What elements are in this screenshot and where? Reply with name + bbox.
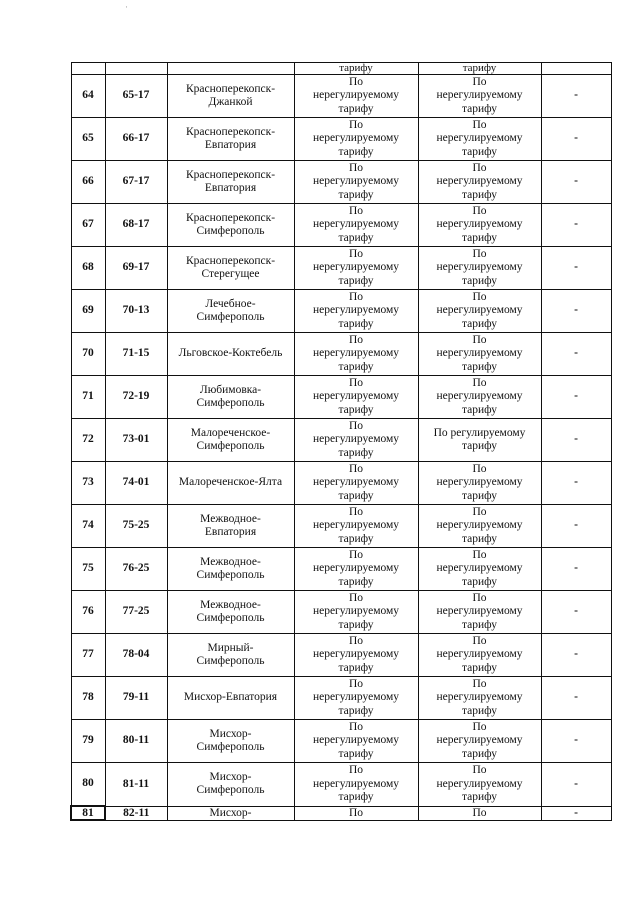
route-name-line: Красноперекопск-	[185, 82, 276, 95]
route-name	[167, 204, 294, 247]
route-name-line: Симферополь	[196, 225, 265, 237]
route-code: 66-17	[105, 118, 167, 161]
table-row	[71, 376, 611, 419]
route-code: 78-04	[105, 634, 167, 677]
tariff-cell-line: нерегулируемому	[312, 476, 400, 489]
route-name-line: Симферополь	[196, 569, 265, 581]
route-code: 65-17	[105, 75, 167, 118]
row-number: 68	[71, 247, 105, 290]
tariff-cell	[294, 75, 418, 118]
tariff-cell-line: нерегулируемому	[436, 347, 523, 360]
table-row-partial	[71, 806, 611, 820]
tariff-cell-line: нерегулируемому	[436, 175, 523, 188]
route-name-line: Евпатория	[204, 182, 257, 194]
route-name-line: Малореченское-Ялта	[178, 476, 283, 489]
route-name	[167, 118, 294, 161]
tariff-cell-line: нерегулируемому	[312, 519, 400, 532]
tariff-cell-line: По	[472, 764, 487, 776]
route-name	[167, 161, 294, 204]
tariff-cell-line: По	[472, 333, 487, 346]
route-name-line: Симферополь	[196, 784, 265, 797]
route-name-line: Евпатория	[204, 139, 257, 151]
route-name-line: Межводное-	[200, 598, 261, 611]
tariff-cell	[418, 290, 541, 333]
tariff-cell-line: нерегулируемому	[312, 347, 400, 360]
note-cell: -	[541, 75, 611, 118]
tariff-cell-line: тарифу	[461, 274, 498, 287]
tariff-cell-line: нерегулируемому	[436, 218, 523, 231]
tariff-cell-line: нерегулируемому	[436, 734, 523, 747]
tariff-cell-line: нерегулируемому	[312, 691, 400, 704]
cell-empty	[167, 63, 294, 75]
tariff-cell-line: тарифу	[461, 791, 498, 803]
route-name	[167, 75, 294, 118]
table-row	[71, 118, 611, 161]
tariff-cell-line: нерегулируемому	[436, 304, 523, 317]
tariff-cell-line: По	[348, 419, 364, 432]
table-row	[71, 591, 611, 634]
tariff-cell-line: По	[472, 75, 487, 88]
tariff-cell-line: По	[348, 548, 364, 561]
tariff-cell-line: тарифу	[461, 661, 498, 674]
tariff-cell-line: По	[348, 161, 364, 174]
tariff-cell-line: тарифу	[338, 704, 374, 717]
tariff-cell: По	[294, 806, 418, 820]
note-cell: -	[541, 591, 611, 634]
tariff-cell	[418, 634, 541, 677]
tariff-cell-line: тарифу	[461, 360, 498, 373]
note-cell: -	[541, 204, 611, 247]
cell-empty	[541, 63, 611, 75]
route-name	[167, 462, 294, 505]
tariff-cell	[418, 419, 541, 462]
route-name-line: Стерегущее	[201, 268, 260, 280]
note-cell: -	[541, 677, 611, 720]
row-number: 79	[71, 720, 105, 763]
tariff-cell-line: нерегулируемому	[312, 605, 400, 618]
tariff-cell	[418, 462, 541, 505]
tariff-cell-line: По	[472, 634, 487, 647]
tariff-cell-line: тарифу	[461, 747, 498, 760]
tariff-cell-line: нерегулируемому	[312, 648, 400, 661]
route-name	[167, 505, 294, 548]
row-number: 77	[71, 634, 105, 677]
tariff-cell	[294, 763, 418, 807]
tariff-cell	[418, 505, 541, 548]
route-code: 82-11	[105, 806, 167, 820]
tariff-cell-line: По	[348, 720, 364, 733]
tariff-cell-line: По	[348, 677, 364, 690]
route-code: 73-01	[105, 419, 167, 462]
route-name-line: Симферополь	[196, 655, 265, 667]
route-name	[167, 290, 294, 333]
tariff-cell-line: тарифу	[338, 446, 374, 459]
route-code: 76-25	[105, 548, 167, 591]
row-number: 69	[71, 290, 105, 333]
note-cell: -	[541, 290, 611, 333]
row-number: 72	[71, 419, 105, 462]
tariff-cell-line: тарифу	[461, 575, 498, 588]
tariff-cell	[418, 548, 541, 591]
tariff-cell	[294, 634, 418, 677]
table-row	[71, 548, 611, 591]
table-row	[71, 505, 611, 548]
row-number: 65	[71, 118, 105, 161]
route-name-line: Мирный-	[207, 641, 254, 654]
tariff-cell	[418, 75, 541, 118]
note-cell: -	[541, 333, 611, 376]
tariff-cell-line: тарифу	[338, 317, 374, 330]
table-row	[71, 419, 611, 462]
note-cell: -	[541, 419, 611, 462]
tariff-cell-line: нерегулируемому	[436, 390, 523, 403]
tariff-cell-line: нерегулируемому	[312, 304, 400, 317]
note-cell: -	[541, 763, 611, 807]
tariff-cell-line: нерегулируемому	[436, 476, 523, 489]
row-number: 75	[71, 548, 105, 591]
route-name	[167, 247, 294, 290]
route-name-line: Лечебное-	[205, 297, 256, 310]
routes-table	[70, 62, 612, 821]
tariff-cell	[418, 333, 541, 376]
table-row	[71, 75, 611, 118]
tariff-cell-line: По	[348, 333, 364, 346]
route-name-line: Мисхор-	[209, 727, 252, 740]
route-name-line: Симферополь	[196, 741, 265, 753]
tariff-cell-line: тарифу	[338, 102, 374, 115]
tariff-cell-line: тарифу	[338, 489, 374, 502]
note-cell: -	[541, 376, 611, 419]
tariff-cell-line: нерегулируемому	[312, 261, 400, 274]
tariff-cell	[418, 720, 541, 763]
route-name-line: Симферополь	[196, 440, 265, 452]
tariff-cell	[294, 419, 418, 462]
row-number: 71	[71, 376, 105, 419]
table-row	[71, 290, 611, 333]
tariff-cell-line: По	[472, 247, 487, 260]
tariff-cell-line: тарифу	[461, 489, 498, 502]
route-name	[167, 677, 294, 720]
note-cell: -	[541, 505, 611, 548]
tariff-cell	[294, 247, 418, 290]
route-name-line: Межводное-	[200, 555, 261, 568]
note-cell: -	[541, 634, 611, 677]
tariff-cell-line: По	[472, 462, 487, 475]
route-name-line: Красноперекопск-	[185, 254, 276, 267]
tariff-cell-line: По	[348, 505, 364, 518]
tariff-cell-line: нерегулируемому	[312, 390, 400, 403]
row-number: 67	[71, 204, 105, 247]
route-name	[167, 419, 294, 462]
tariff-cell-line: По регулируемому	[433, 426, 526, 439]
route-code: 80-11	[105, 720, 167, 763]
route-name-line: Межводное-	[200, 512, 261, 525]
tariff-cell-line: тарифу	[338, 188, 374, 201]
row-number: 64	[71, 75, 105, 118]
tariff-cell-line: тарифу	[338, 145, 374, 158]
cell-tariff-continuation: тарифу	[418, 63, 541, 75]
tariff-cell-line: нерегулируемому	[312, 89, 400, 102]
tariff-cell-line: По	[472, 720, 487, 733]
tariff-cell	[294, 720, 418, 763]
tariff-cell-line: нерегулируемому	[436, 89, 523, 102]
tariff-cell-line: тарифу	[461, 231, 498, 244]
tariff-cell-line: По	[348, 204, 364, 217]
tariff-cell-line: По	[472, 591, 487, 604]
tariff-cell-line: По	[348, 634, 364, 647]
tariff-cell	[294, 548, 418, 591]
tariff-cell-line: тарифу	[461, 704, 498, 717]
route-name	[167, 763, 294, 807]
route-name-line: Малореченское-	[190, 426, 271, 439]
tariff-cell	[418, 763, 541, 807]
cell-tariff-continuation: тарифу	[294, 63, 418, 75]
row-number: 78	[71, 677, 105, 720]
tariff-cell	[294, 376, 418, 419]
tariff-cell	[294, 290, 418, 333]
note-cell: -	[541, 720, 611, 763]
tariff-cell-line: тарифу	[461, 102, 498, 115]
tariff-cell	[294, 677, 418, 720]
tariff-cell	[418, 118, 541, 161]
tariff-cell-line: тарифу	[338, 274, 374, 287]
tariff-cell-line: нерегулируемому	[436, 777, 523, 790]
tariff-cell-line: нерегулируемому	[312, 132, 400, 145]
tariff-cell-line: нерегулируемому	[312, 777, 400, 790]
scan-mark: ·	[125, 2, 128, 12]
tariff-cell	[294, 333, 418, 376]
tariff-cell-line: нерегулируемому	[436, 691, 523, 704]
route-name-line: Симферополь	[196, 397, 265, 409]
table-row	[71, 462, 611, 505]
route-name	[167, 548, 294, 591]
table-row	[71, 634, 611, 677]
route-name	[167, 333, 294, 376]
tariff-cell-line: По	[348, 75, 364, 88]
route-name-line: Симферополь	[196, 612, 265, 624]
tariff-cell	[418, 161, 541, 204]
cell-empty	[105, 63, 167, 75]
tariff-cell-line: тарифу	[338, 618, 374, 631]
route-name-line: Симферополь	[196, 311, 265, 323]
note-cell: -	[541, 462, 611, 505]
tariff-cell	[294, 462, 418, 505]
tariff-cell-line: нерегулируемому	[436, 648, 523, 661]
tariff-cell-line: тарифу	[461, 317, 498, 330]
tariff-cell	[294, 118, 418, 161]
row-number: 80	[71, 763, 105, 807]
tariff-cell-line: По	[348, 591, 364, 604]
tariff-cell	[418, 677, 541, 720]
row-number: 73	[71, 462, 105, 505]
tariff-cell-line: тарифу	[461, 618, 498, 631]
route-name-line: Джанкой	[208, 96, 253, 108]
tariff-cell-line: По	[472, 161, 487, 174]
tariff-cell-line: тарифу	[461, 145, 498, 158]
tariff-cell	[294, 161, 418, 204]
route-name-line: Красноперекопск-	[185, 125, 276, 138]
tariff-cell-line: нерегулируемому	[436, 519, 523, 532]
tariff-cell-line: По	[472, 290, 487, 303]
tariff-cell-line: нерегулируемому	[436, 261, 523, 274]
note-cell: -	[541, 118, 611, 161]
tariff-cell-line: нерегулируемому	[312, 433, 400, 446]
route-code: 68-17	[105, 204, 167, 247]
table-row	[71, 763, 611, 807]
tariff-cell-line: нерегулируемому	[312, 734, 400, 747]
route-name-line: Любимовка-	[199, 383, 262, 396]
tariff-cell-line: нерегулируемому	[436, 605, 523, 618]
route-name	[167, 634, 294, 677]
tariff-cell-line: По	[348, 376, 364, 389]
route-code: 72-19	[105, 376, 167, 419]
route-name: Мисхор-	[167, 806, 294, 820]
route-code: 70-13	[105, 290, 167, 333]
route-name-line: Льговское-Коктебель	[178, 347, 283, 360]
tariff-cell: По	[418, 806, 541, 820]
tariff-cell-line: тарифу	[338, 791, 374, 803]
note-cell: -	[541, 548, 611, 591]
route-name-line: Евпатория	[204, 526, 257, 538]
tariff-cell-line: тарифу	[338, 360, 374, 373]
tariff-cell	[294, 204, 418, 247]
table-row	[71, 247, 611, 290]
row-number: 66	[71, 161, 105, 204]
tariff-cell-line: тарифу	[338, 575, 374, 588]
route-code: 67-17	[105, 161, 167, 204]
route-name-line: Мисхор-	[209, 770, 252, 783]
tariff-cell-line: нерегулируемому	[312, 175, 400, 188]
table-row	[71, 677, 611, 720]
note-cell: -	[541, 161, 611, 204]
table-row	[71, 720, 611, 763]
tariff-cell-line: По	[472, 677, 487, 690]
table-row	[71, 204, 611, 247]
tariff-cell-line: тарифу	[338, 661, 374, 674]
tariff-cell-line: По	[472, 548, 487, 561]
tariff-cell	[418, 247, 541, 290]
tariff-cell-line: тарифу	[338, 532, 374, 545]
tariff-cell-line: По	[472, 505, 487, 518]
route-code: 74-01	[105, 462, 167, 505]
tariff-cell-line: тарифу	[338, 403, 374, 416]
tariff-cell-line: тарифу	[338, 747, 374, 760]
tariff-cell	[294, 505, 418, 548]
tariff-cell-line: тарифу	[461, 440, 498, 452]
row-number: 76	[71, 591, 105, 634]
tariff-cell-line: тарифу	[461, 532, 498, 545]
route-name-line: Красноперекопск-	[185, 211, 276, 224]
tariff-cell-line: По	[348, 764, 364, 776]
tariff-cell-line: тарифу	[461, 403, 498, 416]
route-code: 71-15	[105, 333, 167, 376]
route-code: 77-25	[105, 591, 167, 634]
route-code: 69-17	[105, 247, 167, 290]
tariff-cell	[418, 376, 541, 419]
note-cell: -	[541, 806, 611, 820]
tariff-cell-line: нерегулируемому	[312, 218, 400, 231]
tariff-cell-line: По	[348, 118, 364, 131]
tariff-cell-line: По	[348, 462, 364, 475]
tariff-cell-line: тарифу	[461, 188, 498, 201]
tariff-cell	[418, 591, 541, 634]
cell-empty	[71, 63, 105, 75]
route-name-line: Мисхор-Евпатория	[183, 691, 278, 704]
route-code: 75-25	[105, 505, 167, 548]
tariff-cell	[294, 591, 418, 634]
route-name	[167, 376, 294, 419]
tariff-cell-line: По	[348, 247, 364, 260]
tariff-cell-line: нерегулируемому	[312, 562, 400, 575]
tariff-cell-line: тарифу	[338, 231, 374, 244]
tariff-cell	[418, 204, 541, 247]
row-number: 74	[71, 505, 105, 548]
tariff-cell-line: По	[348, 290, 364, 303]
route-name	[167, 720, 294, 763]
tariff-cell-line: По	[472, 376, 487, 389]
tariff-cell-line: нерегулируемому	[436, 132, 523, 145]
table-row	[71, 161, 611, 204]
route-code: 79-11	[105, 677, 167, 720]
table-row	[71, 333, 611, 376]
tariff-cell-line: По	[472, 118, 487, 131]
row-number: 81	[71, 806, 105, 820]
route-name	[167, 591, 294, 634]
tariff-cell-line: нерегулируемому	[436, 562, 523, 575]
tariff-cell-line: По	[472, 204, 487, 217]
row-number: 70	[71, 333, 105, 376]
route-code: 81-11	[105, 763, 167, 807]
table-row-continuation	[71, 63, 611, 75]
note-cell: -	[541, 247, 611, 290]
route-name-line: Красноперекопск-	[185, 168, 276, 181]
